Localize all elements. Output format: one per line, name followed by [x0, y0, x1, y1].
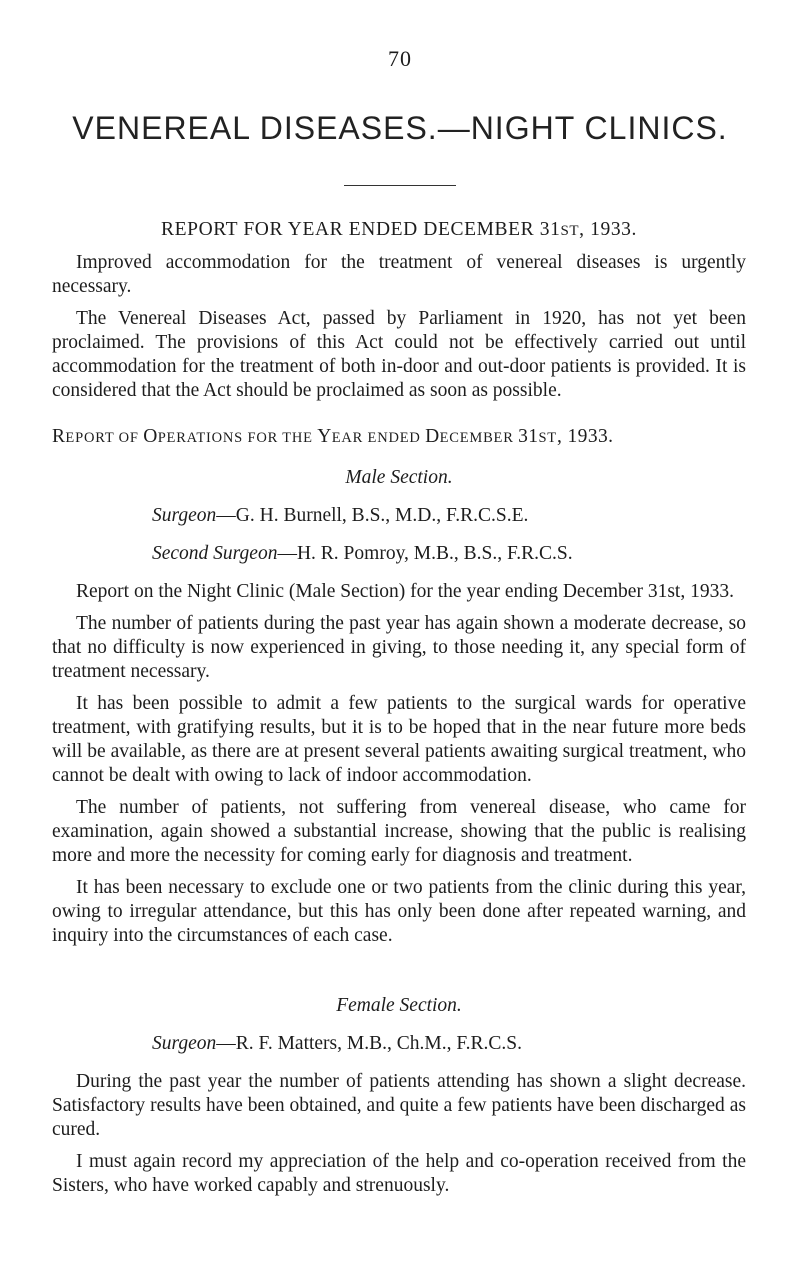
page-number: 70: [388, 46, 412, 71]
female-surgeon-role: Surgeon: [152, 1033, 217, 1054]
intro-paragraph: The Venereal Diseases Act, passed by Parliament in 1920, has not yet been proclaimed. The provisions of this Act could not be effectively carried out until accommodation for the treatment of both in-door and out-door patients is provided. It is considered that the Act should be proclaimed as soon as possible.: [52, 308, 746, 401]
report-heading-text: REPORT FOR YEAR ENDED DECEMBER 31: [161, 219, 561, 240]
female-paragraph: During the past year the number of patients attending has shown a slight decrease. Satisfactory results have been obtained, and quite a few patients have been discharged as cured.: [52, 1071, 746, 1140]
male-paragraph: Report on the Night Clinic (Male Section) for the year ending December 31st, 1933.: [76, 581, 734, 602]
title-divider: [344, 185, 456, 186]
male-paragraph: It has been necessary to exclude one or two patients from the clinic during this year, owing to irregular attendance, but this has only been done after repeated warning, and inquiry into the circumstances of each case.: [52, 877, 746, 946]
male-paragraph: The number of patients during the past year has again shown a moderate decrease, so that no difficulty is now experienced in giving, to those needing it, any special form of treatment necessary.: [52, 613, 746, 682]
report-heading: [52, 218, 746, 243]
male-paragraph: It has been possible to admit a few patients to the surgical wards for operative treatment, with gratifying results, but it is to be hoped that in the near future more beds will be available, as there are at present several patients awaiting surgical treatment, who cannot be dealt with owing to lack of indoor accommodation.: [52, 693, 746, 786]
male-paragraph: The number of patients, not suffering from venereal disease, who came for examination, again showed a substantial increase, showing that the public is realising more and more the necessity for coming early for diagnosis and treatment.: [52, 797, 746, 866]
report-heading-ordinal: ST: [560, 223, 580, 239]
surgeon-name: —G. H. Burnell, B.S., M.D., F.R.C.S.E.: [216, 505, 529, 526]
female-surgeon-line: [152, 1032, 746, 1056]
male-surgeon-line: [152, 504, 746, 528]
intro-paragraph: Improved accommodation for the treatment of venereal diseases is urgently necessary.: [52, 252, 746, 297]
second-surgeon-role: Second Surgeon: [152, 543, 278, 564]
page-title: VENEREAL DISEASES.—NIGHT CLINICS.: [72, 110, 728, 146]
second-surgeon-name: —H. R. Pomroy, M.B., B.S., F.R.C.S.: [277, 543, 573, 564]
female-section-title: Female Section.: [336, 995, 462, 1016]
female-paragraph: I must again record my appreciation of the help and co-operation received from the Sisters, who have worked capably and strenuously.: [52, 1151, 746, 1196]
document-body: [52, 218, 746, 1198]
report-heading-year: , 1933.: [579, 219, 637, 240]
male-second-surgeon-line: [152, 542, 746, 566]
operations-heading: REPORT OF OPERATIONS FOR THE YEAR ENDED DECEMBER 31ST, 1933.: [52, 426, 614, 447]
male-section-title: Male Section.: [345, 467, 453, 488]
surgeon-role: Surgeon: [152, 505, 217, 526]
female-surgeon-name: —R. F. Matters, M.B., Ch.M., F.R.C.S.: [216, 1033, 522, 1054]
